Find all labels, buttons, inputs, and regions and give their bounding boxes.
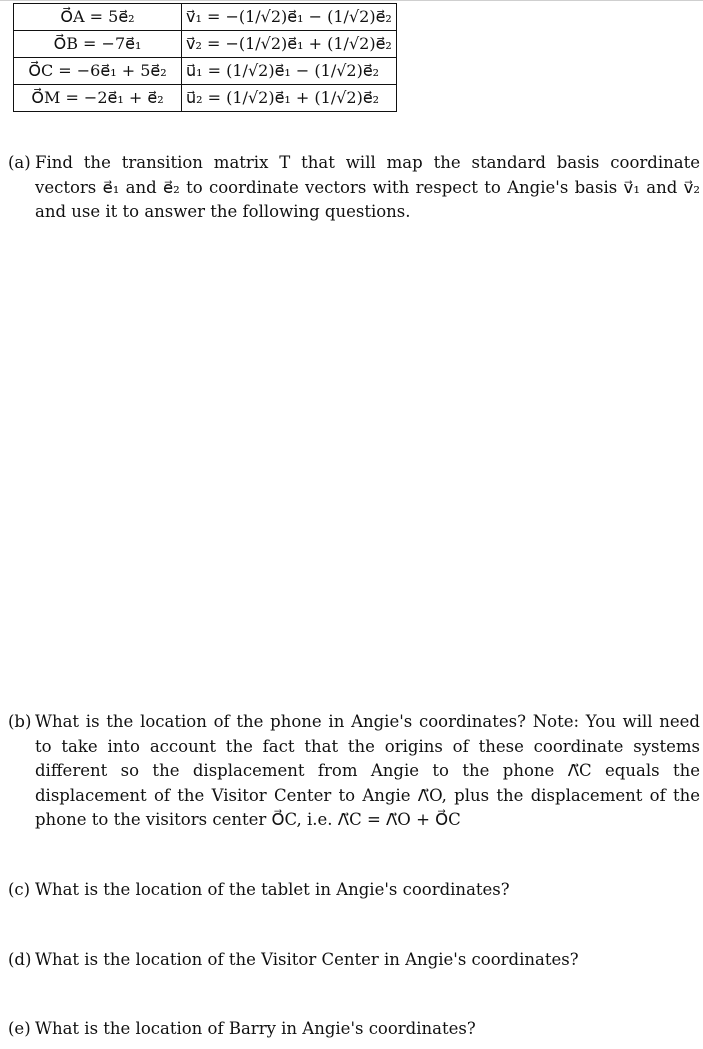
question-b-text: What is the location of the phone in Angie's coordinates? Note: You will need to take into account the fact that the origins of these coordinate systems different so the displacement from Angie to the phone Λ⃗C equals the displacement of the Visitor Center to Angie Λ⃗O, plus the displacement of the phone to the visitors center O⃗C, i.e. Λ⃗C = Λ⃗O + O⃗C bbox=[35, 712, 700, 829]
table-row bbox=[14, 58, 397, 85]
question-c-label: (c) bbox=[8, 880, 31, 899]
table-row bbox=[14, 31, 397, 58]
question-d-label: (d) bbox=[8, 950, 32, 969]
table-cell-u1: u⃗₁ = (1/√2)e⃗₁ − (1/√2)e⃗₂ bbox=[182, 58, 397, 85]
question-c bbox=[8, 878, 700, 903]
question-a bbox=[8, 151, 700, 225]
question-d bbox=[8, 948, 700, 973]
vector-definitions-table bbox=[13, 3, 397, 112]
question-a-label: (a) bbox=[8, 153, 31, 172]
question-d-text: What is the location of the Visitor Center in Angie's coordinates? bbox=[35, 950, 579, 969]
question-e-label: (e) bbox=[8, 1019, 31, 1038]
table-cell-v1: v⃗₁ = −(1/√2)e⃗₁ − (1/√2)e⃗₂ bbox=[182, 4, 397, 31]
question-e bbox=[8, 1017, 700, 1042]
table-cell-oc: O⃗C = −6e⃗₁ + 5e⃗₂ bbox=[14, 58, 182, 85]
table-cell-ob: O⃗B = −7e⃗₁ bbox=[14, 31, 182, 58]
top-rule bbox=[0, 0, 703, 1]
table-cell-om: O⃗M = −2e⃗₁ + e⃗₂ bbox=[14, 85, 182, 112]
table-cell-oa: O⃗A = 5e⃗₂ bbox=[14, 4, 182, 31]
table-row bbox=[14, 4, 397, 31]
question-c-text: What is the location of the tablet in Angie's coordinates? bbox=[35, 880, 510, 899]
question-b-label: (b) bbox=[8, 712, 32, 731]
question-e-text: What is the location of Barry in Angie's coordinates? bbox=[35, 1019, 476, 1038]
table-row bbox=[14, 85, 397, 112]
table-cell-v2: v⃗₂ = −(1/√2)e⃗₁ + (1/√2)e⃗₂ bbox=[182, 31, 397, 58]
question-b bbox=[8, 710, 700, 833]
question-a-text: Find the transition matrix T that will map the standard basis coordinate vectors e⃗₁ and e⃗₂ to coordinate vectors with respect to Angie's basis v⃗₁ and v⃗₂ and use it to answer the following questions. bbox=[35, 153, 700, 221]
table-cell-u2: u⃗₂ = (1/√2)e⃗₁ + (1/√2)e⃗₂ bbox=[182, 85, 397, 112]
